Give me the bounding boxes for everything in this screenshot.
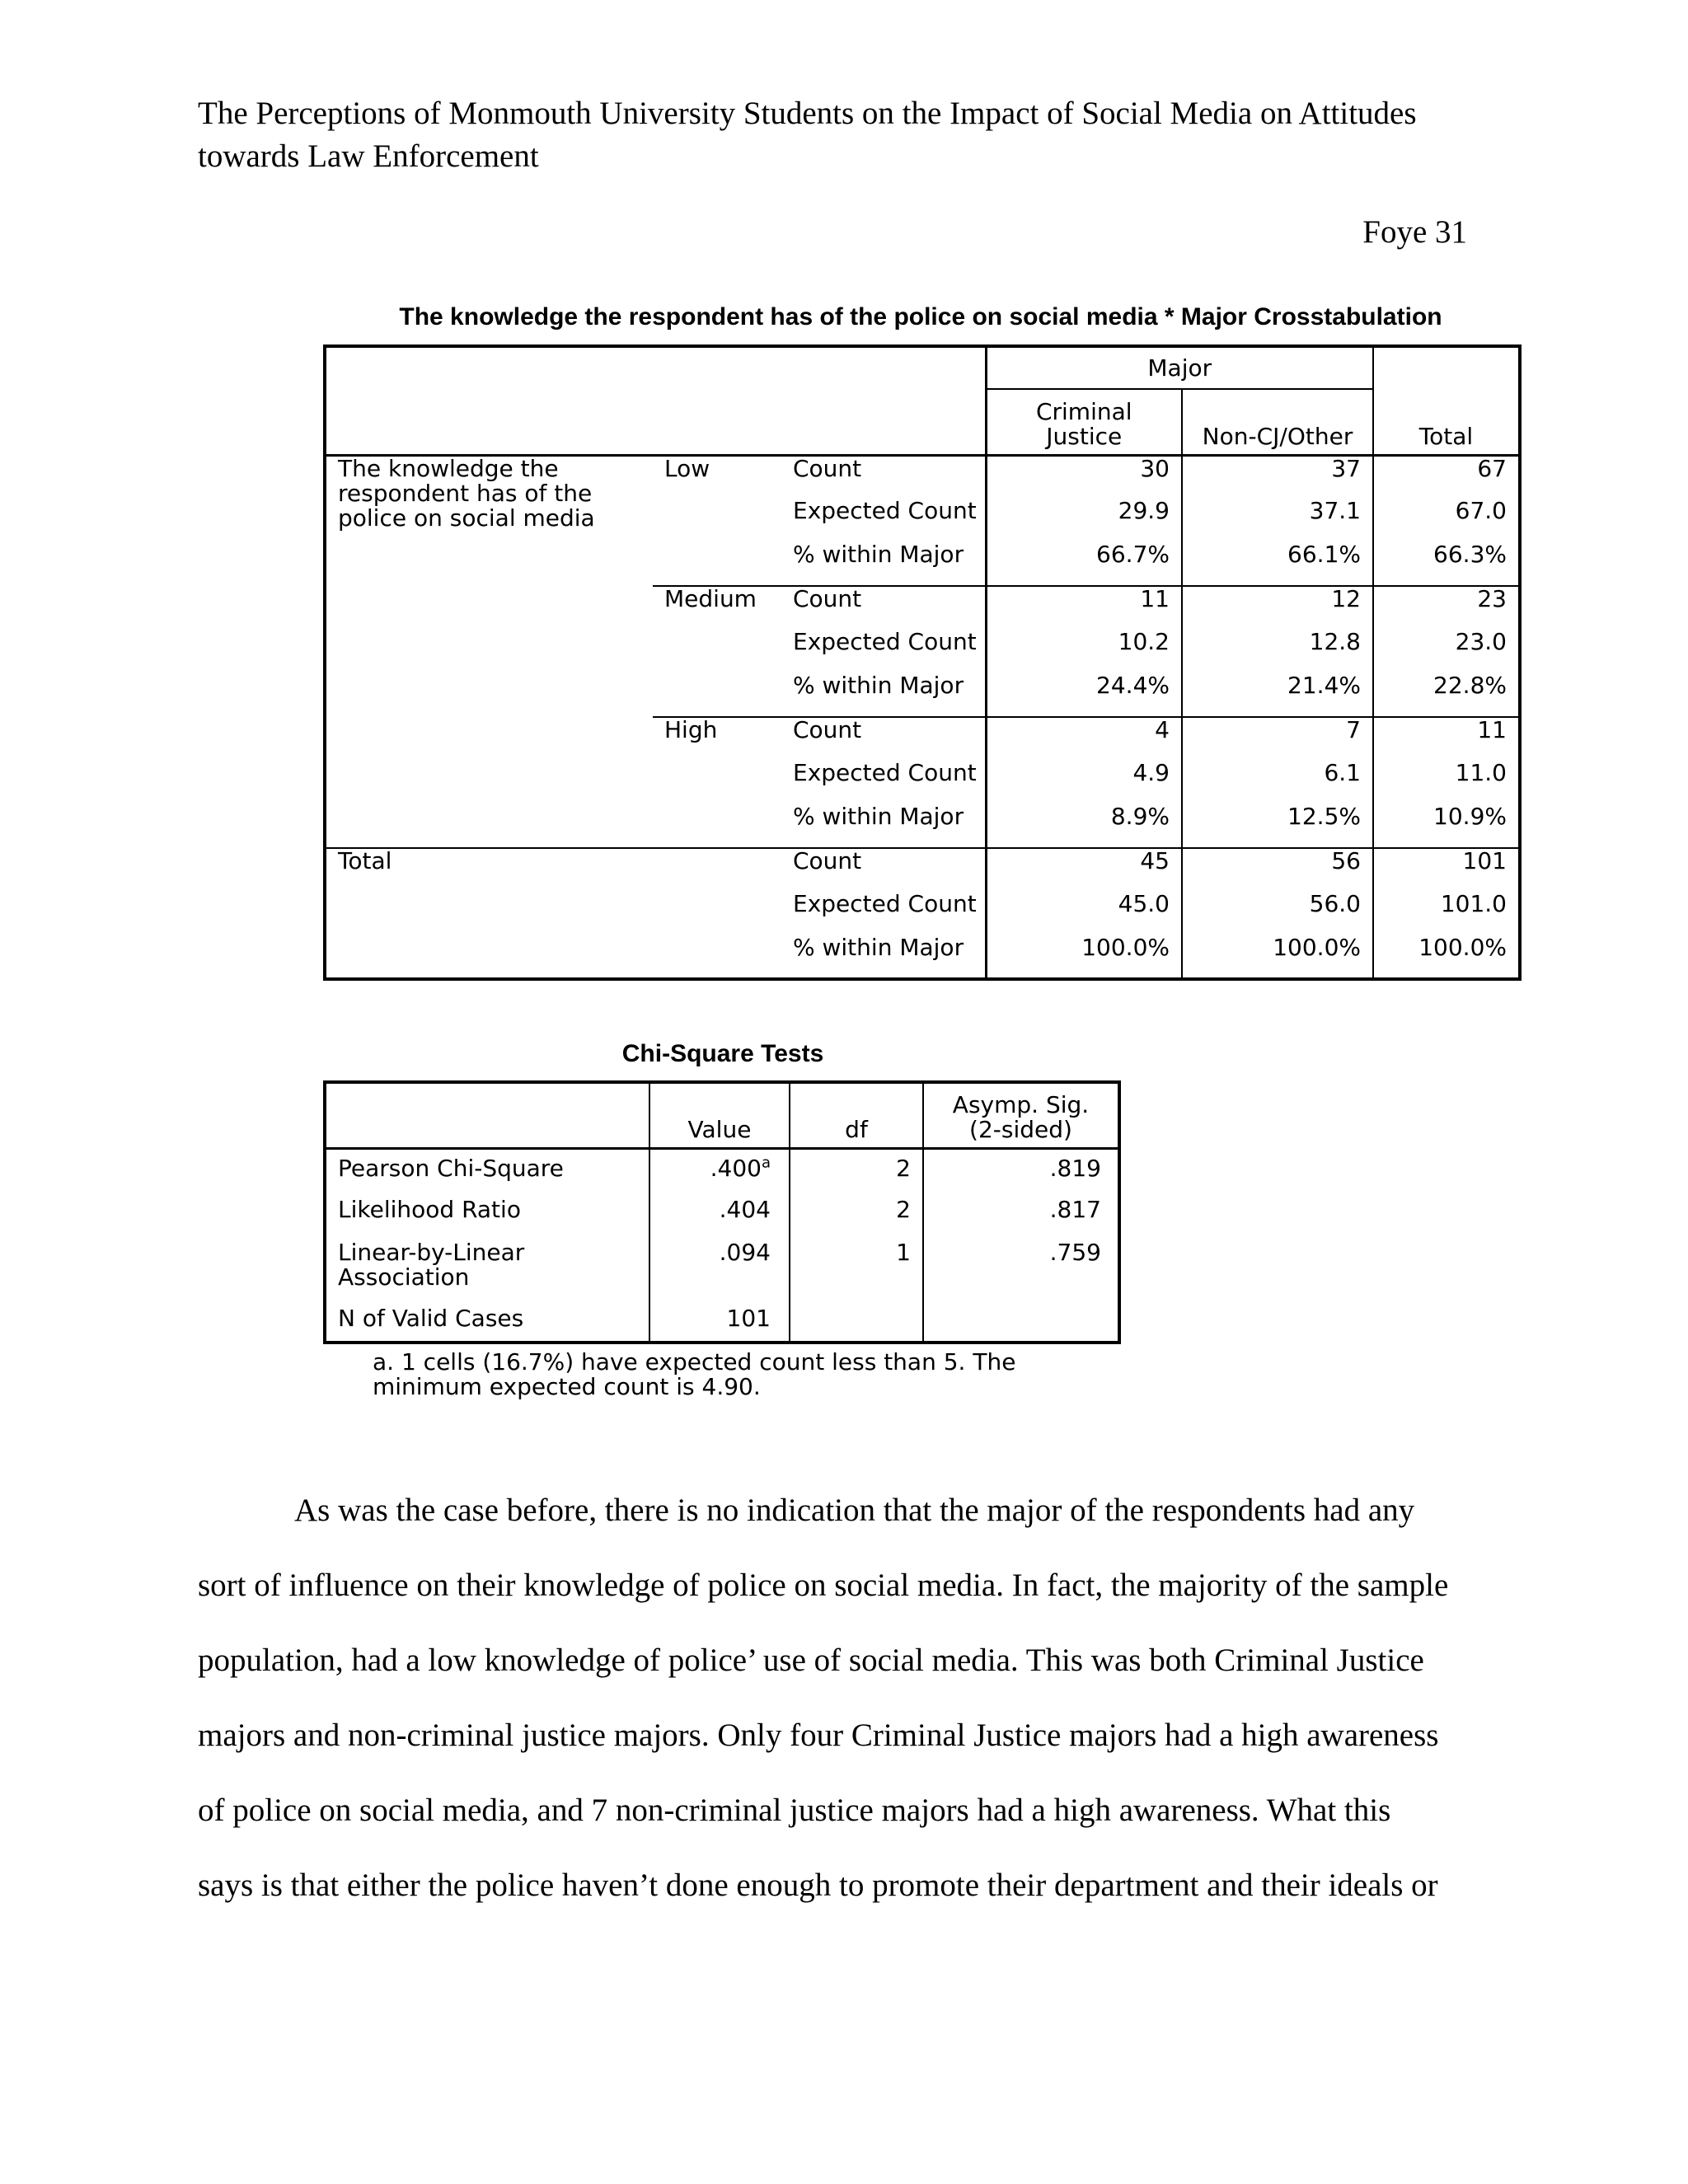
chi-square-body [325, 1148, 1119, 1343]
cell-value: 66.7% [986, 542, 1182, 586]
cell-value: 66.3% [1373, 542, 1520, 586]
stat-label: Expected Count [793, 759, 977, 786]
cell-value: 4.9 [986, 761, 1182, 804]
paragraph-line: of police on social media, and 7 non-criminal justice majors had a high awareness. What this [198, 1793, 1391, 1828]
test-label [325, 1148, 649, 1191]
test-label [325, 1234, 649, 1300]
test-sig [923, 1148, 1119, 1191]
stat-label: Count [781, 848, 986, 892]
cell-value: 100.0% [1182, 935, 1373, 979]
stat-label: Count [781, 586, 986, 630]
cell-value: 56.0 [1182, 892, 1373, 935]
header-df: df [790, 1082, 923, 1148]
stat-label: % within Major [793, 934, 964, 961]
cell-value: 66.1% [1182, 542, 1373, 586]
header-title-line-1: The Perceptions of Monmouth University Students on the Impact of Social Media on Attitudes [198, 96, 1417, 131]
crosstab-corner [325, 346, 986, 455]
test-df-text: 2 [896, 1154, 911, 1182]
table-row [325, 848, 1520, 892]
test-value-text: .404 [719, 1196, 771, 1223]
table-row [325, 455, 1520, 499]
cell-value: 6.1 [1182, 761, 1373, 804]
group-label-high: High [653, 717, 781, 848]
cell-value: 45 [986, 848, 1182, 892]
chi-square-title: Chi-Square Tests [621, 1040, 824, 1067]
stat-label: Count [781, 455, 986, 499]
stat-label: % within Major [793, 541, 964, 568]
cell-value: 100.0% [1373, 935, 1520, 979]
cell-value: 56 [1182, 848, 1373, 892]
cell-value: 12.5% [1182, 804, 1373, 848]
test-sig [923, 1300, 1119, 1343]
footnote-marker: a [761, 1154, 771, 1172]
header-criminal-justice: Criminal Justice [986, 389, 1182, 455]
chi-square-footnote: a. 1 cells (16.7%) have expected count less than 5. The minimum expected count is 4.90. [373, 1348, 1016, 1400]
test-df-text: 2 [896, 1196, 911, 1223]
test-value-text: .094 [719, 1239, 771, 1266]
cell-value: 23 [1373, 586, 1520, 630]
crosstab-body [325, 455, 1520, 979]
cell-value: 4 [986, 717, 1182, 761]
cell-value: 29.9 [986, 499, 1182, 542]
cell-value: 12 [1182, 586, 1373, 630]
cell-value: 45.0 [986, 892, 1182, 935]
stat-label: Expected Count [793, 890, 977, 917]
cell-value: 101 [1373, 848, 1520, 892]
stat-label: Count [781, 717, 986, 761]
cell-value: 67 [1373, 455, 1520, 499]
row-variable-label: The knowledge the respondent has of the police on social media [325, 455, 653, 848]
chi-square-table [323, 1080, 1121, 1344]
group-label-medium: Medium [653, 586, 781, 717]
cell-value: 7 [1182, 717, 1373, 761]
test-value [649, 1148, 790, 1191]
crosstab-title: The knowledge the respondent has of the police on social media * Major Crosstabulation [399, 303, 1442, 330]
test-label-text: N of Valid Cases [338, 1305, 524, 1332]
test-df-text: 1 [896, 1239, 911, 1266]
paragraph-line: As was the case before, there is no indication that the major of the respondents had any [294, 1493, 1415, 1528]
header-major: Major [986, 346, 1373, 389]
test-value-text: .400 [710, 1154, 762, 1182]
cell-value: 22.8% [1373, 673, 1520, 717]
test-df [790, 1148, 923, 1191]
test-label-text: Likelihood Ratio [338, 1196, 521, 1223]
cell-value: 37.1 [1182, 499, 1373, 542]
paragraph-line: majors and non-criminal justice majors. Only four Criminal Justice majors had a high awareness [198, 1718, 1439, 1753]
test-value-text: 101 [726, 1305, 771, 1332]
cell-value: 100.0% [986, 935, 1182, 979]
cell-value: 101.0 [1373, 892, 1520, 935]
test-sig-text: .819 [1049, 1154, 1101, 1182]
test-label-text: Linear-by-Linear Association [338, 1239, 525, 1291]
stat-label: % within Major [793, 672, 964, 699]
paragraph-line: population, had a low knowledge of police’ use of social media. This was both Criminal Justice [198, 1643, 1424, 1678]
table-row [325, 1148, 1119, 1191]
header-asymp-sig: Asymp. Sig. (2-sided) [923, 1082, 1119, 1148]
stat-label: Expected Count [793, 497, 977, 524]
cell-value: 8.9% [986, 804, 1182, 848]
crosstab-table [323, 344, 1522, 981]
cell-value: 11.0 [1373, 761, 1520, 804]
cell-value: 21.4% [1182, 673, 1373, 717]
cell-value: 37 [1182, 455, 1373, 499]
test-df [790, 1234, 923, 1300]
cell-value: 12.8 [1182, 630, 1373, 673]
header-non-cj-other: Non-CJ/Other [1182, 389, 1373, 455]
header-title-line-2: towards Law Enforcement [198, 138, 539, 174]
header-total: Total [1373, 346, 1520, 455]
group-label-low: Low [653, 455, 781, 586]
test-sig-text: .759 [1049, 1239, 1101, 1266]
page-number: Foye 31 [1362, 214, 1467, 250]
body-paragraph [198, 1473, 1475, 1923]
test-sig-text: .817 [1049, 1196, 1101, 1223]
stat-label: % within Major [793, 803, 964, 830]
cell-value: 23.0 [1373, 630, 1520, 673]
cell-value: 11 [986, 586, 1182, 630]
chi-square-corner [325, 1082, 649, 1148]
cell-value: 30 [986, 455, 1182, 499]
test-value [649, 1234, 790, 1300]
paragraph-line: says is that either the police haven’t done enough to promote their department and their ideals or [198, 1868, 1438, 1903]
stat-label: Expected Count [793, 628, 977, 655]
test-df [790, 1191, 923, 1234]
cell-value: 11 [1373, 717, 1520, 761]
test-label [325, 1300, 649, 1343]
cell-value: 24.4% [986, 673, 1182, 717]
test-df [790, 1300, 923, 1343]
table-row [325, 1300, 1119, 1343]
test-value [649, 1300, 790, 1343]
test-value [649, 1191, 790, 1234]
cell-value: 10.9% [1373, 804, 1520, 848]
test-sig [923, 1191, 1119, 1234]
running-header [198, 92, 1484, 178]
test-label [325, 1191, 649, 1234]
test-sig [923, 1234, 1119, 1300]
table-row [325, 1234, 1119, 1300]
table-row [325, 1191, 1119, 1234]
cell-value: 67.0 [1373, 499, 1520, 542]
cell-value: 10.2 [986, 630, 1182, 673]
header-value: Value [649, 1082, 790, 1148]
total-row-label: Total [325, 848, 781, 979]
paragraph-line: sort of influence on their knowledge of police on social media. In fact, the majority of the sample [198, 1568, 1449, 1603]
test-label-text: Pearson Chi-Square [338, 1154, 564, 1182]
